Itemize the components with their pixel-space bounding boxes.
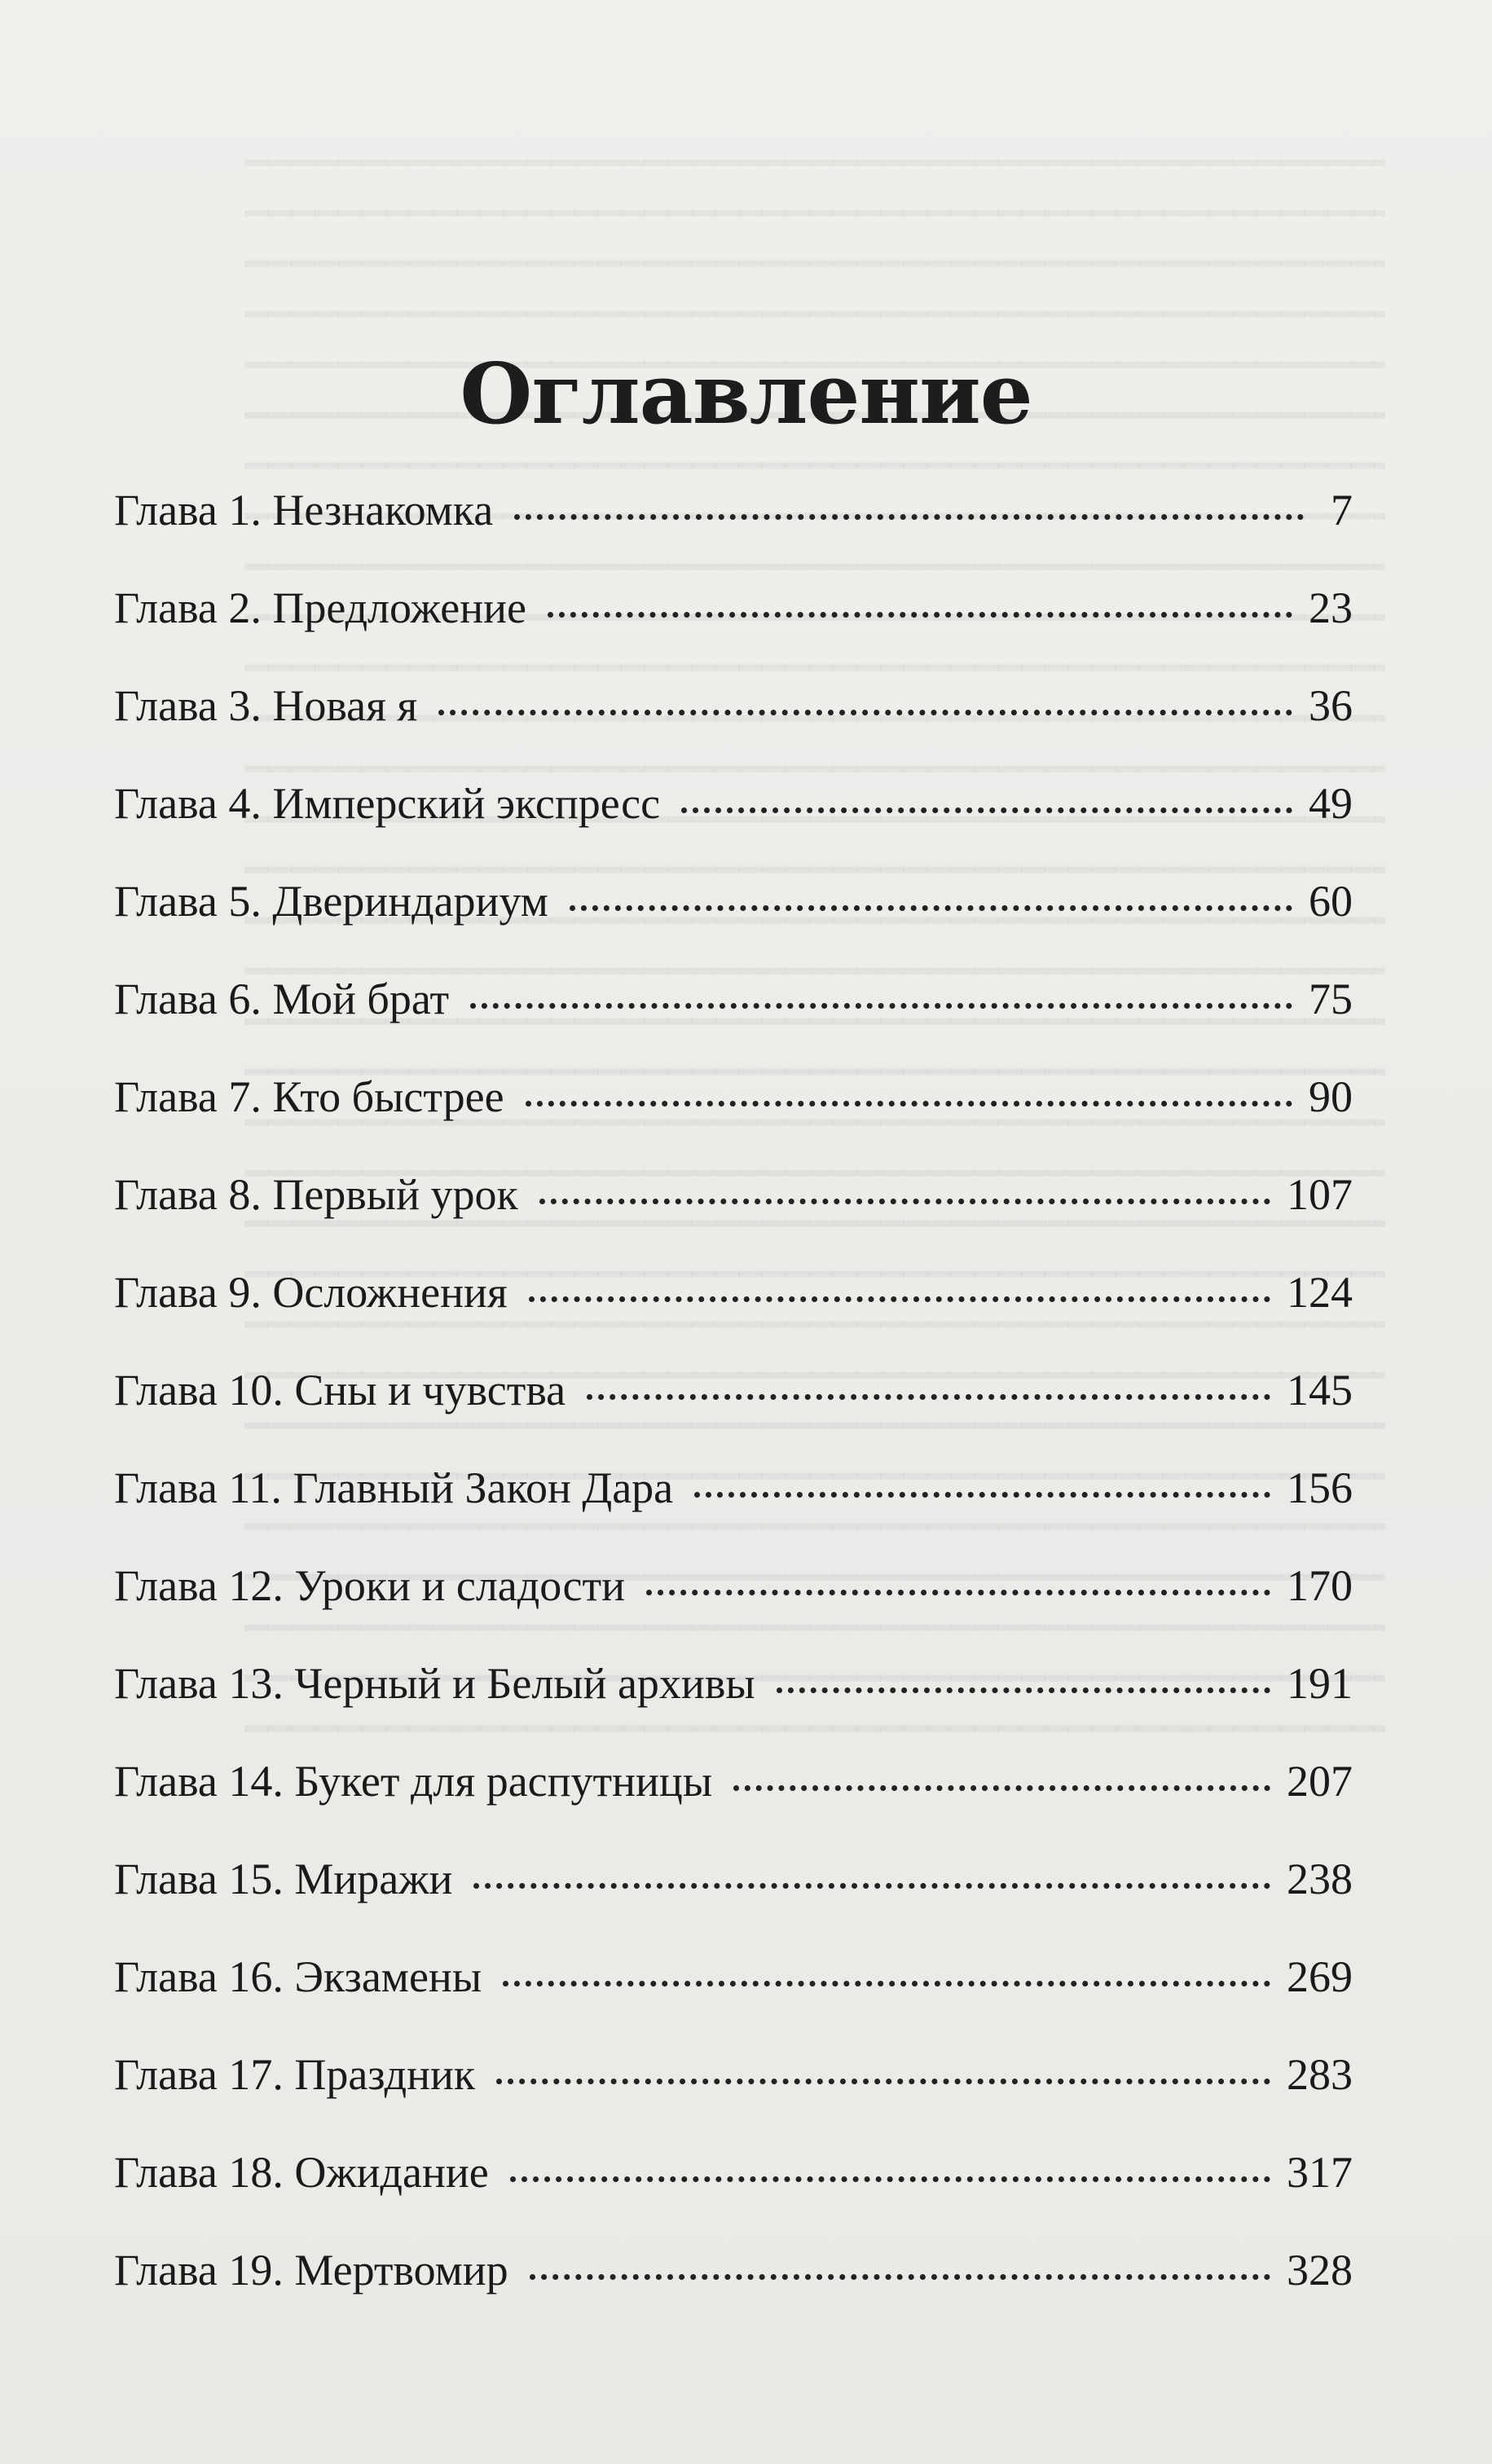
- toc-entry: [114, 1071, 1353, 1169]
- toc-entry-page-number: 283: [1287, 2050, 1353, 2099]
- toc-entry: [114, 680, 1353, 778]
- toc-entry: [114, 1560, 1353, 1658]
- toc-dot-leader: [681, 807, 1292, 813]
- toc-entry-page-number: 36: [1309, 681, 1353, 730]
- toc-entry: [114, 974, 1353, 1071]
- table-of-contents: [114, 485, 1353, 2343]
- toc-entry-page-number: 145: [1287, 1366, 1353, 1415]
- toc-entry: [114, 485, 1353, 583]
- toc-dot-leader: [514, 514, 1304, 520]
- toc-entry-page-number: 170: [1287, 1561, 1353, 1610]
- toc-dot-leader: [530, 2274, 1270, 2280]
- toc-dot-leader: [646, 1590, 1270, 1595]
- toc-entry-title: Глава 6. Мой брат: [114, 975, 450, 1023]
- toc-dot-leader: [548, 612, 1292, 618]
- toc-dot-leader: [503, 1981, 1270, 1987]
- toc-entry: [114, 1854, 1353, 1951]
- toc-entry-title: Глава 17. Праздник: [114, 2050, 476, 2099]
- toc-entry-title: Глава 14. Букет для распутницы: [114, 1757, 713, 1806]
- toc-dot-leader: [570, 905, 1292, 911]
- toc-entry: [114, 1756, 1353, 1854]
- toc-entry-title: Глава 3. Новая я: [114, 681, 418, 730]
- toc-entry-page-number: 124: [1287, 1268, 1353, 1317]
- toc-entry: [114, 1951, 1353, 2049]
- toc-entry: [114, 2245, 1353, 2343]
- toc-entry-page-number: 49: [1309, 779, 1353, 828]
- toc-entry: [114, 778, 1353, 876]
- page-title: Оглавление: [460, 345, 1032, 444]
- toc-entry: [114, 1365, 1353, 1463]
- toc-entry-title: Глава 1. Незнакомка: [114, 486, 494, 535]
- toc-dot-leader: [587, 1394, 1270, 1400]
- toc-entry: [114, 876, 1353, 974]
- toc-entry: [114, 2049, 1353, 2147]
- toc-entry-page-number: 269: [1287, 1952, 1353, 2001]
- toc-dot-leader: [438, 710, 1292, 715]
- toc-dot-leader: [473, 1883, 1270, 1889]
- toc-dot-leader: [694, 1492, 1270, 1498]
- toc-entry-page-number: 207: [1287, 1757, 1353, 1806]
- toc-entry-page-number: 60: [1309, 877, 1353, 926]
- toc-entry-page-number: 7: [1331, 486, 1353, 535]
- toc-dot-leader: [539, 1199, 1270, 1204]
- toc-entry-page-number: 238: [1287, 1855, 1353, 1903]
- toc-dot-leader: [529, 1296, 1270, 1302]
- toc-entry-title: Глава 12. Уроки и сладости: [114, 1561, 626, 1610]
- toc-entry: [114, 1463, 1353, 1560]
- toc-entry-page-number: 75: [1309, 975, 1353, 1023]
- toc-entry: [114, 1169, 1353, 1267]
- toc-entry-title: Глава 7. Кто быстрее: [114, 1072, 504, 1121]
- toc-dot-leader: [777, 1687, 1270, 1693]
- toc-entry-title: Глава 4. Имперский экспресс: [114, 779, 661, 828]
- toc-entry-page-number: 328: [1287, 2246, 1353, 2295]
- toc-entry-title: Глава 18. Ожидание: [114, 2148, 489, 2197]
- toc-entry-title: Глава 19. Мертвомир: [114, 2246, 508, 2295]
- toc-entry-title: Глава 15. Миражи: [114, 1855, 453, 1903]
- toc-entry-title: Глава 13. Черный и Белый архивы: [114, 1659, 755, 1708]
- toc-entry-title: Глава 11. Главный Закон Дара: [114, 1463, 674, 1512]
- toc-entry-title: Глава 8. Первый урок: [114, 1170, 518, 1219]
- toc-entry-page-number: 90: [1309, 1072, 1353, 1121]
- toc-entry-title: Глава 10. Сны и чувства: [114, 1366, 566, 1415]
- toc-dot-leader: [733, 1785, 1270, 1791]
- toc-entry: [114, 1267, 1353, 1365]
- toc-entry-page-number: 191: [1287, 1659, 1353, 1708]
- toc-entry: [114, 2147, 1353, 2245]
- toc-entry-page-number: 156: [1287, 1463, 1353, 1512]
- toc-entry: [114, 1658, 1353, 1756]
- toc-entry-title: Глава 5. Двериндариум: [114, 877, 548, 926]
- toc-entry-page-number: 23: [1309, 583, 1353, 632]
- toc-entry-page-number: 317: [1287, 2148, 1353, 2197]
- toc-dot-leader: [510, 2176, 1270, 2182]
- toc-entry-title: Глава 2. Предложение: [114, 583, 526, 632]
- toc-dot-leader: [496, 2079, 1270, 2084]
- toc-entry: [114, 583, 1353, 680]
- toc-dot-leader: [470, 1003, 1292, 1009]
- toc-entry-title: Глава 16. Экзамены: [114, 1952, 482, 2001]
- toc-entry-title: Глава 9. Осложнения: [114, 1268, 508, 1317]
- toc-entry-page-number: 107: [1287, 1170, 1353, 1219]
- toc-dot-leader: [526, 1101, 1292, 1107]
